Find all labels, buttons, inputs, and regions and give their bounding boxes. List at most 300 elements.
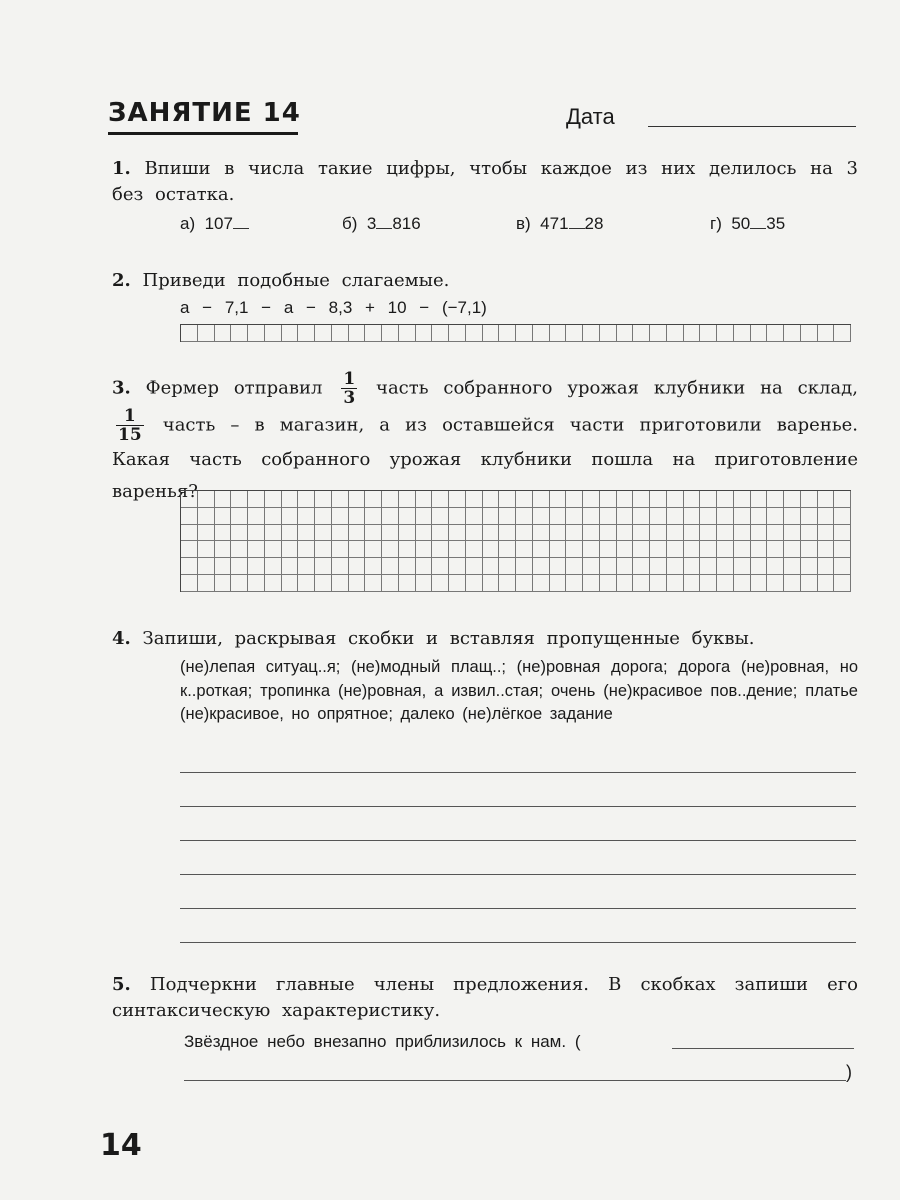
grid-cell[interactable] [633,491,650,508]
grid-cell[interactable] [684,541,701,558]
task-1-answers [180,214,860,240]
grid-cell[interactable] [416,325,433,342]
grid-cell[interactable] [181,575,198,592]
grid-cell[interactable] [382,491,399,508]
grid-cell[interactable] [818,491,835,508]
grid-cell[interactable] [382,541,399,558]
grid-cell[interactable] [801,491,818,508]
grid-cell[interactable] [617,325,634,342]
grid-cell[interactable] [516,325,533,342]
grid-cell[interactable] [583,525,600,542]
grid-cell[interactable] [784,491,801,508]
grid-cell[interactable] [667,541,684,558]
task-3: 3. Фермер отправил $\frac{1}{3}$ часть собранного урожая клубники на склад, $\frac{1}{15}$ часть – в магазин, а из оставшейся части приготовили варенье. Какая часть собранного урожая клубники пошла на приготовление варенья? [112,369,858,502]
writing-line[interactable] [180,908,856,909]
writing-line[interactable] [180,942,856,943]
grid-cell[interactable] [315,525,332,542]
grid-cell[interactable] [684,575,701,592]
grid-cell[interactable] [700,491,717,508]
grid-cell[interactable] [767,508,784,525]
grid-cell[interactable] [734,325,751,342]
grid-cell[interactable] [684,525,701,542]
grid-cell[interactable] [717,541,734,558]
grid-cell[interactable] [181,558,198,575]
grid-cell[interactable] [784,508,801,525]
grid-cell[interactable] [382,325,399,342]
grid-cell[interactable] [349,491,366,508]
grid-cell[interactable] [198,575,215,592]
grid-cell[interactable] [516,558,533,575]
grid-cell[interactable] [550,325,567,342]
grid-cell[interactable] [432,541,449,558]
grid-cell[interactable] [282,491,299,508]
grid-cell[interactable] [466,541,483,558]
digit-blank[interactable] [233,214,249,229]
grid-cell[interactable] [650,525,667,542]
grid-cell[interactable] [566,558,583,575]
grid-cell[interactable] [717,558,734,575]
grid-cell[interactable] [834,541,851,558]
grid-cell[interactable] [466,325,483,342]
grid-cell[interactable] [700,525,717,542]
grid-cell[interactable] [600,541,617,558]
grid-cell[interactable] [466,525,483,542]
grid-cell[interactable] [365,508,382,525]
grid-cell[interactable] [349,325,366,342]
grid-cell[interactable] [416,525,433,542]
grid-cell[interactable] [248,508,265,525]
grid-cell[interactable] [181,508,198,525]
grid-cell[interactable] [767,325,784,342]
grid-cell[interactable] [499,325,516,342]
grid-cell[interactable] [834,575,851,592]
grid-cell[interactable] [432,558,449,575]
grid-cell[interactable] [231,541,248,558]
grid-cell[interactable] [349,508,366,525]
grid-cell[interactable] [416,541,433,558]
grid-cell[interactable] [784,558,801,575]
grid-cell[interactable] [801,525,818,542]
grid-cell[interactable] [717,575,734,592]
grid-cell[interactable] [198,325,215,342]
grid-cell[interactable] [215,491,232,508]
grid-cell[interactable] [265,525,282,542]
grid-cell[interactable] [767,541,784,558]
grid-cell[interactable] [583,508,600,525]
grid-cell[interactable] [332,491,349,508]
grid-cell[interactable] [700,325,717,342]
grid-cell[interactable] [550,508,567,525]
grid-cell[interactable] [617,541,634,558]
grid-cell[interactable] [315,491,332,508]
grid-cell[interactable] [416,508,433,525]
syntax-answer-line-1[interactable] [672,1048,854,1049]
grid-cell[interactable] [751,508,768,525]
grid-cell[interactable] [399,491,416,508]
grid-cell[interactable] [215,525,232,542]
grid-cell[interactable] [784,541,801,558]
grid-cell[interactable] [734,491,751,508]
grid-cell[interactable] [751,575,768,592]
grid-cell[interactable] [483,325,500,342]
grid-cell[interactable] [633,508,650,525]
grid-cell[interactable] [449,325,466,342]
writing-line[interactable] [180,874,856,875]
grid-cell[interactable] [667,525,684,542]
syntax-answer-line-2[interactable] [184,1080,846,1081]
grid-cell[interactable] [466,491,483,508]
grid-cell[interactable] [382,525,399,542]
grid-cell[interactable] [566,508,583,525]
digit-blank[interactable] [376,214,392,229]
grid-cell[interactable] [617,525,634,542]
grid-cell[interactable] [600,558,617,575]
grid-cell[interactable] [231,325,248,342]
grid-cell[interactable] [432,325,449,342]
grid-cell[interactable] [315,325,332,342]
grid-cell[interactable] [198,508,215,525]
grid-cell[interactable] [382,508,399,525]
grid-cell[interactable] [349,575,366,592]
grid-cell[interactable] [617,558,634,575]
grid-cell[interactable] [801,575,818,592]
grid-cell[interactable] [248,558,265,575]
grid-cell[interactable] [466,575,483,592]
grid-cell[interactable] [801,558,818,575]
grid-cell[interactable] [298,508,315,525]
grid-cell[interactable] [784,525,801,542]
grid-cell[interactable] [566,541,583,558]
grid-cell[interactable] [751,491,768,508]
grid-cell[interactable] [834,325,851,342]
grid-cell[interactable] [751,558,768,575]
grid-cell[interactable] [416,491,433,508]
writing-line[interactable] [180,772,856,773]
grid-cell[interactable] [550,558,567,575]
grid-cell[interactable] [734,525,751,542]
grid-cell[interactable] [684,325,701,342]
grid-cell[interactable] [684,491,701,508]
grid-cell[interactable] [298,558,315,575]
grid-cell[interactable] [667,575,684,592]
grid-cell[interactable] [449,541,466,558]
grid-cell[interactable] [298,325,315,342]
grid-cell[interactable] [700,508,717,525]
grid-cell[interactable] [533,541,550,558]
grid-cell[interactable] [365,325,382,342]
grid-cell[interactable] [801,508,818,525]
grid-cell[interactable] [801,325,818,342]
grid-cell[interactable] [248,575,265,592]
grid-cell[interactable] [215,541,232,558]
grid-cell[interactable] [499,575,516,592]
grid-cell[interactable] [533,575,550,592]
grid-cell[interactable] [399,508,416,525]
grid-cell[interactable] [198,491,215,508]
grid-cell[interactable] [583,491,600,508]
grid-cell[interactable] [248,525,265,542]
grid-cell[interactable] [667,325,684,342]
grid-cell[interactable] [231,558,248,575]
grid-cell[interactable] [617,575,634,592]
grid-cell[interactable] [717,325,734,342]
grid-cell[interactable] [282,525,299,542]
grid-cell[interactable] [633,325,650,342]
grid-cell[interactable] [248,491,265,508]
grid-cell[interactable] [198,541,215,558]
grid-cell[interactable] [734,541,751,558]
grid-cell[interactable] [566,525,583,542]
grid-cell[interactable] [516,525,533,542]
grid-cell[interactable] [432,508,449,525]
grid-cell[interactable] [265,325,282,342]
grid-cell[interactable] [767,491,784,508]
grid-cell[interactable] [399,558,416,575]
grid-cell[interactable] [700,575,717,592]
grid-cell[interactable] [215,325,232,342]
grid-cell[interactable] [298,525,315,542]
grid-cell[interactable] [650,558,667,575]
grid-cell[interactable] [583,541,600,558]
grid-cell[interactable] [483,491,500,508]
grid-cell[interactable] [332,325,349,342]
grid-cell[interactable] [466,558,483,575]
grid-cell[interactable] [181,491,198,508]
grid-cell[interactable] [667,491,684,508]
grid-cell[interactable] [483,541,500,558]
task-1-text: Впиши в числа такие цифры, чтобы каждое из них делилось на 3 без остатка. [112,158,858,205]
grid-cell[interactable] [332,541,349,558]
grid-cell[interactable] [349,558,366,575]
digit-blank[interactable] [569,214,585,229]
grid-cell[interactable] [416,558,433,575]
grid-cell[interactable] [282,508,299,525]
grid-cell[interactable] [365,491,382,508]
grid-cell[interactable] [499,525,516,542]
grid-cell[interactable] [533,558,550,575]
grid-cell[interactable] [617,508,634,525]
grid-cell[interactable] [751,525,768,542]
grid-cell[interactable] [583,558,600,575]
answer-grid-task-2[interactable] [180,324,851,342]
grid-cell[interactable] [667,508,684,525]
grid-cell[interactable] [282,541,299,558]
grid-cell[interactable] [566,575,583,592]
grid-cell[interactable] [382,575,399,592]
grid-cell[interactable] [533,491,550,508]
grid-cell[interactable] [533,525,550,542]
grid-cell[interactable] [834,508,851,525]
grid-cell[interactable] [181,541,198,558]
grid-cell[interactable] [349,541,366,558]
grid-cell[interactable] [483,525,500,542]
grid-cell[interactable] [818,541,835,558]
grid-cell[interactable] [399,525,416,542]
grid-cell[interactable] [633,525,650,542]
grid-cell[interactable] [315,508,332,525]
grid-cell[interactable] [667,558,684,575]
grid-cell[interactable] [231,525,248,542]
grid-cell[interactable] [684,508,701,525]
grid-cell[interactable] [600,491,617,508]
grid-cell[interactable] [365,525,382,542]
grid-cell[interactable] [751,541,768,558]
grid-cell[interactable] [198,558,215,575]
grid-cell[interactable] [298,491,315,508]
grid-cell[interactable] [499,508,516,525]
writing-line[interactable] [180,840,856,841]
grid-cell[interactable] [332,558,349,575]
grid-cell[interactable] [818,575,835,592]
grid-cell[interactable] [734,508,751,525]
grid-cell[interactable] [449,558,466,575]
grid-cell[interactable] [432,491,449,508]
digit-blank[interactable] [750,214,766,229]
grid-cell[interactable] [499,541,516,558]
grid-cell[interactable] [516,541,533,558]
grid-cell[interactable] [700,558,717,575]
grid-cell[interactable] [516,508,533,525]
grid-cell[interactable] [633,558,650,575]
grid-cell[interactable] [767,525,784,542]
grid-cell[interactable] [483,508,500,525]
grid-cell[interactable] [449,491,466,508]
grid-cell[interactable] [566,491,583,508]
grid-cell[interactable] [650,325,667,342]
grid-cell[interactable] [181,525,198,542]
grid-cell[interactable] [449,575,466,592]
grid-cell[interactable] [298,541,315,558]
grid-cell[interactable] [332,508,349,525]
writing-line[interactable] [180,806,856,807]
grid-cell[interactable] [181,325,198,342]
grid-cell[interactable] [215,575,232,592]
grid-cell[interactable] [751,325,768,342]
grid-cell[interactable] [215,508,232,525]
grid-cell[interactable] [282,558,299,575]
grid-cell[interactable] [432,525,449,542]
grid-cell[interactable] [550,541,567,558]
grid-cell[interactable] [231,508,248,525]
grid-cell[interactable] [399,325,416,342]
grid-cell[interactable] [650,491,667,508]
grid-cell[interactable] [349,525,366,542]
grid-cell[interactable] [282,325,299,342]
grid-cell[interactable] [834,525,851,542]
grid-cell[interactable] [382,558,399,575]
grid-cell[interactable] [650,508,667,525]
grid-cell[interactable] [550,491,567,508]
grid-cell[interactable] [600,525,617,542]
grid-cell[interactable] [818,558,835,575]
grid-cell[interactable] [248,325,265,342]
grid-cell[interactable] [617,491,634,508]
grid-cell[interactable] [650,575,667,592]
grid-cell[interactable] [265,558,282,575]
grid-cell[interactable] [734,575,751,592]
date-field[interactable] [648,126,856,127]
task-1-item-c: в) 471 28 [516,214,604,233]
grid-cell[interactable] [834,558,851,575]
grid-cell[interactable] [834,491,851,508]
grid-cell[interactable] [550,525,567,542]
grid-cell[interactable] [483,575,500,592]
grid-cell[interactable] [516,575,533,592]
grid-cell[interactable] [315,575,332,592]
answer-grid-task-3[interactable] [180,490,851,592]
grid-cell[interactable] [315,541,332,558]
grid-cell[interactable] [265,575,282,592]
grid-cell[interactable] [231,575,248,592]
grid-cell[interactable] [332,525,349,542]
grid-cell[interactable] [583,325,600,342]
grid-cell[interactable] [717,508,734,525]
grid-cell[interactable] [298,575,315,592]
grid-cell[interactable] [533,325,550,342]
grid-cell[interactable] [784,575,801,592]
grid-cell[interactable] [767,558,784,575]
grid-cell[interactable] [432,575,449,592]
grid-cell[interactable] [215,558,232,575]
grid-cell[interactable] [499,558,516,575]
grid-cell[interactable] [734,558,751,575]
grid-cell[interactable] [516,491,533,508]
grid-cell[interactable] [282,575,299,592]
grid-cell[interactable] [466,508,483,525]
grid-cell[interactable] [483,558,500,575]
grid-cell[interactable] [449,508,466,525]
grid-cell[interactable] [449,525,466,542]
grid-cell[interactable] [265,491,282,508]
grid-cell[interactable] [399,575,416,592]
grid-cell[interactable] [818,508,835,525]
grid-cell[interactable] [365,558,382,575]
grid-cell[interactable] [767,575,784,592]
grid-cell[interactable] [717,491,734,508]
grid-cell[interactable] [633,575,650,592]
grid-cell[interactable] [600,508,617,525]
grid-cell[interactable] [633,541,650,558]
grid-cell[interactable] [265,508,282,525]
grid-cell[interactable] [499,491,516,508]
grid-cell[interactable] [248,541,265,558]
grid-cell[interactable] [650,541,667,558]
grid-cell[interactable] [550,575,567,592]
grid-cell[interactable] [717,525,734,542]
grid-cell[interactable] [600,325,617,342]
grid-cell[interactable] [600,575,617,592]
grid-cell[interactable] [533,508,550,525]
grid-cell[interactable] [583,575,600,592]
grid-cell[interactable] [265,541,282,558]
grid-cell[interactable] [416,575,433,592]
grid-cell[interactable] [700,541,717,558]
grid-cell[interactable] [784,325,801,342]
grid-cell[interactable] [818,525,835,542]
grid-cell[interactable] [365,575,382,592]
grid-cell[interactable] [684,558,701,575]
grid-cell[interactable] [566,325,583,342]
grid-cell[interactable] [801,541,818,558]
grid-cell[interactable] [198,525,215,542]
grid-cell[interactable] [818,325,835,342]
grid-cell[interactable] [332,575,349,592]
grid-cell[interactable] [399,541,416,558]
grid-cell[interactable] [231,491,248,508]
task-4-phrases: (не)лепая ситуац..я; (не)модный плащ..; (не)ровная дорога; дорога (не)ровная, но к..роткая; тропинка (не)ровная, а извил..стая; очень (не)красивое пов..дение; платье (не)красивое, но опрятное; далеко (не)лёгкое задание [180,658,858,723]
grid-cell[interactable] [365,541,382,558]
grid-cell[interactable] [315,558,332,575]
